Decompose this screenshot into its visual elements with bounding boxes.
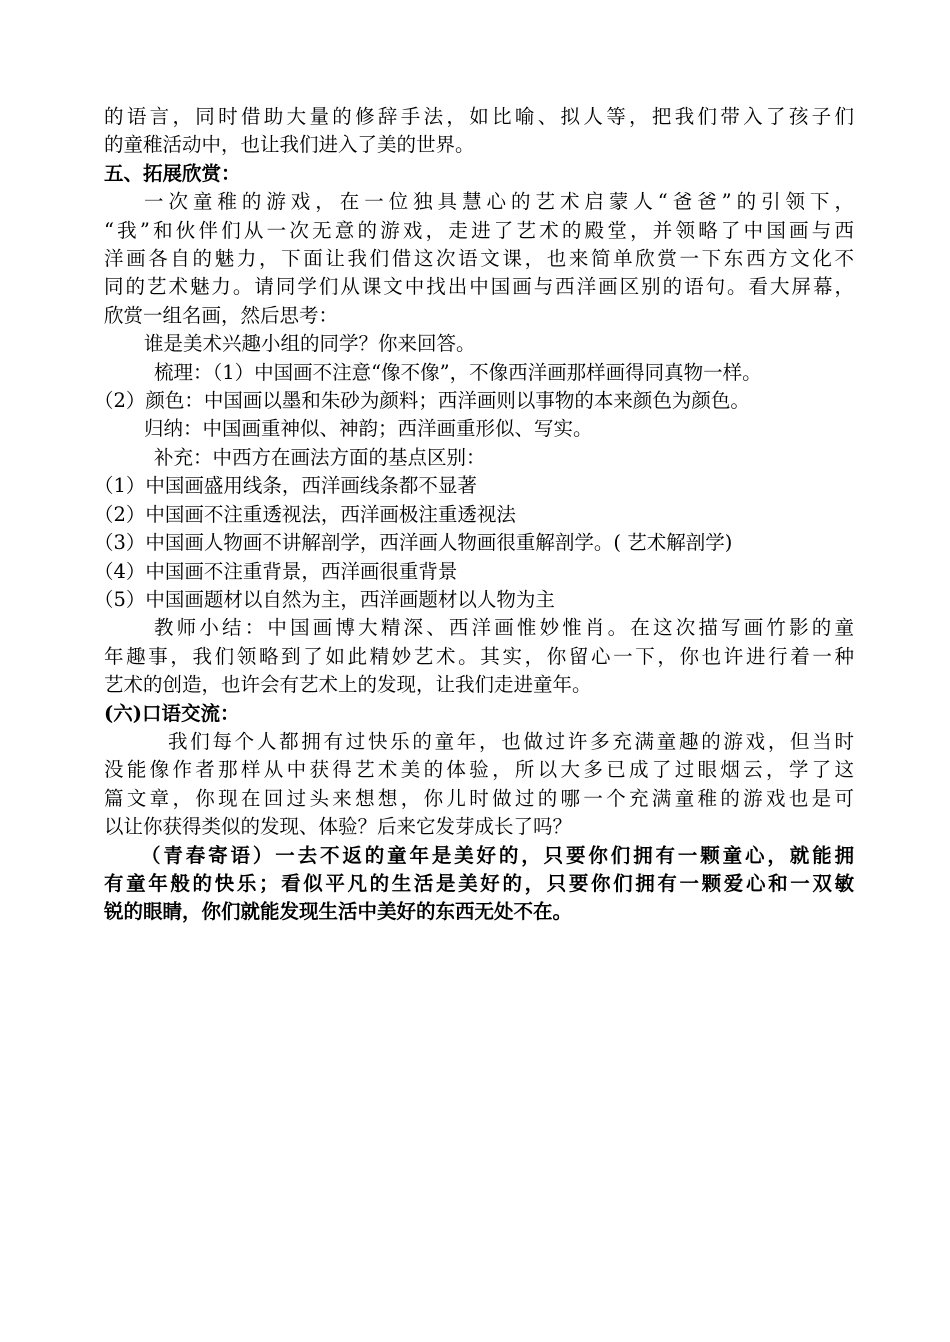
list-item: （4）中国画不注重背景，西洋画很重背景: [94, 559, 458, 583]
text-line: 谁是美术兴趣小组的同学？你来回答。: [144, 332, 476, 356]
text-line: （2）颜色：中国画以墨和朱砂为颜料；西洋画则以事物的本来颜色为颜色。: [94, 389, 750, 413]
text-line: 洋画各自的魅力，下面让我们借这次语文课，也来简单欣赏一下东西方文化不: [104, 247, 854, 271]
text-line: 没能像作者那样从中获得艺术美的体验，所以大多已成了过眼烟云，学了这: [104, 758, 854, 782]
text-line: 一次童稚的游戏，在一位独具慧心的艺术启蒙人“爸爸”的引领下，: [144, 190, 854, 214]
text-line: 梳理：（1）中国画不注意“像不像”，不像西洋画那样画得同真物一样。: [154, 360, 762, 384]
text-line: “我”和伙伴们从一次无意的游戏，走进了艺术的殿堂，并领略了中国画与西: [104, 218, 854, 242]
closing-message-line: （青春寄语）一去不返的童年是美好的，只要你们拥有一颗童心，就能拥: [141, 843, 854, 867]
section-heading: 五、拓展欣赏：: [104, 161, 241, 185]
text-line: 以让你获得类似的发现、体验？后来它发芽成长了吗？: [104, 815, 573, 839]
text-line: 欣赏一组名画，然后思考：: [104, 303, 339, 327]
list-item: （3）中国画人物画不讲解剖学，西洋画人物画很重解剖学。( 艺术解剖学): [94, 531, 733, 555]
list-item: （5）中国画题材以自然为主，西洋画题材以人物为主: [94, 587, 555, 611]
text-line: 我们每个人都拥有过快乐的童年，也做过许多充满童趣的游戏，但当时: [168, 729, 854, 753]
document-page: [94, 103, 854, 927]
text-line: 同的艺术魅力。请同学们从课文中找出中国画与西洋画区别的语句。看大屏幕，: [104, 275, 854, 299]
text-line: 归纳：中国画重神似、神韵；西洋画重形似、写实。: [144, 417, 593, 441]
list-item: （1）中国画盛用线条，西洋画线条都不显著: [94, 474, 477, 498]
text-line: 年趣事，我们领略到了如此精妙艺术。其实，你留心一下，你也许进行着一种: [104, 644, 854, 668]
text-line: 篇文章，你现在回过头来想想，你儿时做过的哪一个充满童稚的游戏也是可: [104, 786, 854, 810]
text-line: 教师小结：中国画博大精深、西洋画惟妙惟肖。在这次描写画竹影的童: [154, 616, 854, 640]
list-item: （2）中国画不注重透视法，西洋画极注重透视法: [94, 502, 516, 526]
text-line: 的语言，同时借助大量的修辞手法，如比喻、拟人等，把我们带入了孩子们: [104, 105, 854, 128]
text-line: 的童稚活动中，也让我们进入了美的世界。: [104, 133, 475, 157]
closing-message-line: 有童年般的快乐；看似平凡的生活是美好的，只要你们拥有一颗爱心和一双敏: [104, 871, 854, 895]
closing-message-line: 锐的眼睛，你们就能发现生活中美好的东西无处不在。: [104, 900, 573, 924]
text-line: 艺术的创造，也许会有艺术上的发现，让我们走进童年。: [104, 673, 592, 697]
text-line: 补充：中西方在画法方面的基点区别：: [154, 445, 486, 469]
section-heading: (六)口语交流：: [104, 701, 240, 725]
